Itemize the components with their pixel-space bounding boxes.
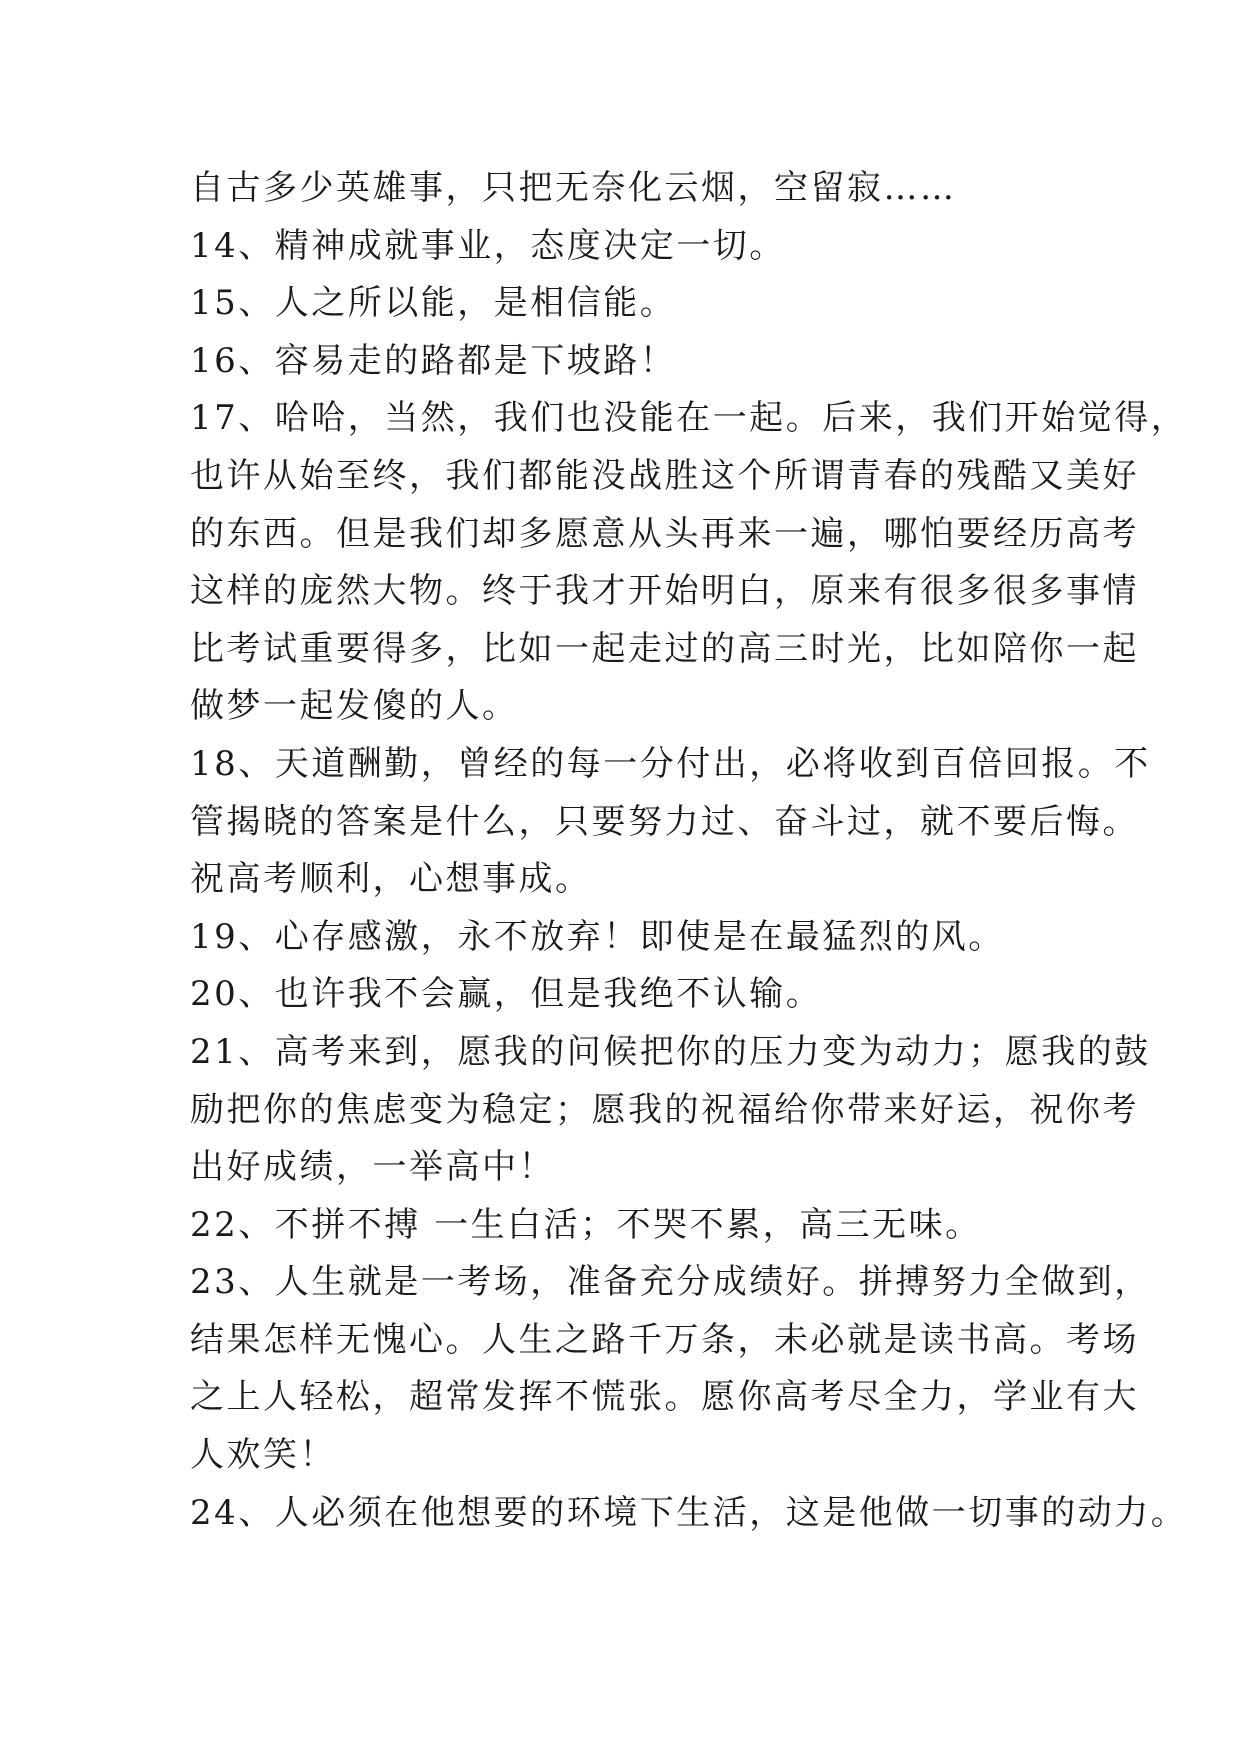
text-line: 20、也许我不会赢，但是我绝不认输。 xyxy=(190,974,823,1015)
text-line: 结果怎样无愧心。人生之路千万条，未必就是读书高。考场 xyxy=(190,1319,1139,1360)
text-line: 14、精神成就事业，态度决定一切。 xyxy=(190,225,786,266)
text-line: 祝高考顺利，心想事成。 xyxy=(190,859,592,900)
text-line: 18、天道酬勤，曾经的每一分付出，必将收到百倍回报。不 xyxy=(190,743,1151,784)
text-line: 21、高考来到，愿我的问候把你的压力变为动力；愿我的鼓 xyxy=(190,1031,1151,1072)
text-line: 23、人生就是一考场，准备充分成绩好。拼搏努力全做到， xyxy=(190,1262,1151,1303)
text-line: 19、心存感激，永不放弃！即使是在最猛烈的风。 xyxy=(190,916,1005,957)
text-line: 出好成绩，一举高中！ xyxy=(190,1147,555,1188)
text-line: 22、不拼不搏 一生白活；不哭不累，高三无味。 xyxy=(190,1204,982,1245)
text-line: 比考试重要得多，比如一起走过的高三时光，比如陪你一起 xyxy=(190,628,1139,669)
text-line: 也许从始至终，我们都能没战胜这个所谓青春的残酷又美好 xyxy=(190,455,1139,496)
text-line: 24、人必须在他想要的环境下生活，这是他做一切事的动力。 xyxy=(190,1492,1188,1533)
text-line: 自古多少英雄事，只把无奈化云烟，空留寂…… xyxy=(190,168,957,208)
text-line: 17、哈哈，当然，我们也没能在一起。后来，我们开始觉得， xyxy=(190,398,1188,439)
text-line: 管揭晓的答案是什么，只要努力过、奋斗过，就不要后悔。 xyxy=(190,801,1139,842)
text-line: 励把你的焦虑变为稳定；愿我的祝福给你带来好运，祝你考 xyxy=(190,1089,1139,1130)
text-line: 15、人之所以能，是相信能。 xyxy=(190,283,677,324)
text-line: 的东西。但是我们却多愿意从头再来一遍，哪怕要经历高考 xyxy=(190,513,1139,554)
text-line: 人欢笑！ xyxy=(190,1435,336,1476)
text-line: 这样的庞然大物。终于我才开始明白，原来有很多很多事情 xyxy=(190,571,1139,612)
document-body xyxy=(190,160,1188,1542)
text-line: 之上人轻松，超常发挥不慌张。愿你高考尽全力，学业有大 xyxy=(190,1377,1139,1418)
text-line: 16、容易走的路都是下坡路！ xyxy=(190,340,677,381)
text-line: 做梦一起发傻的人。 xyxy=(190,686,519,727)
